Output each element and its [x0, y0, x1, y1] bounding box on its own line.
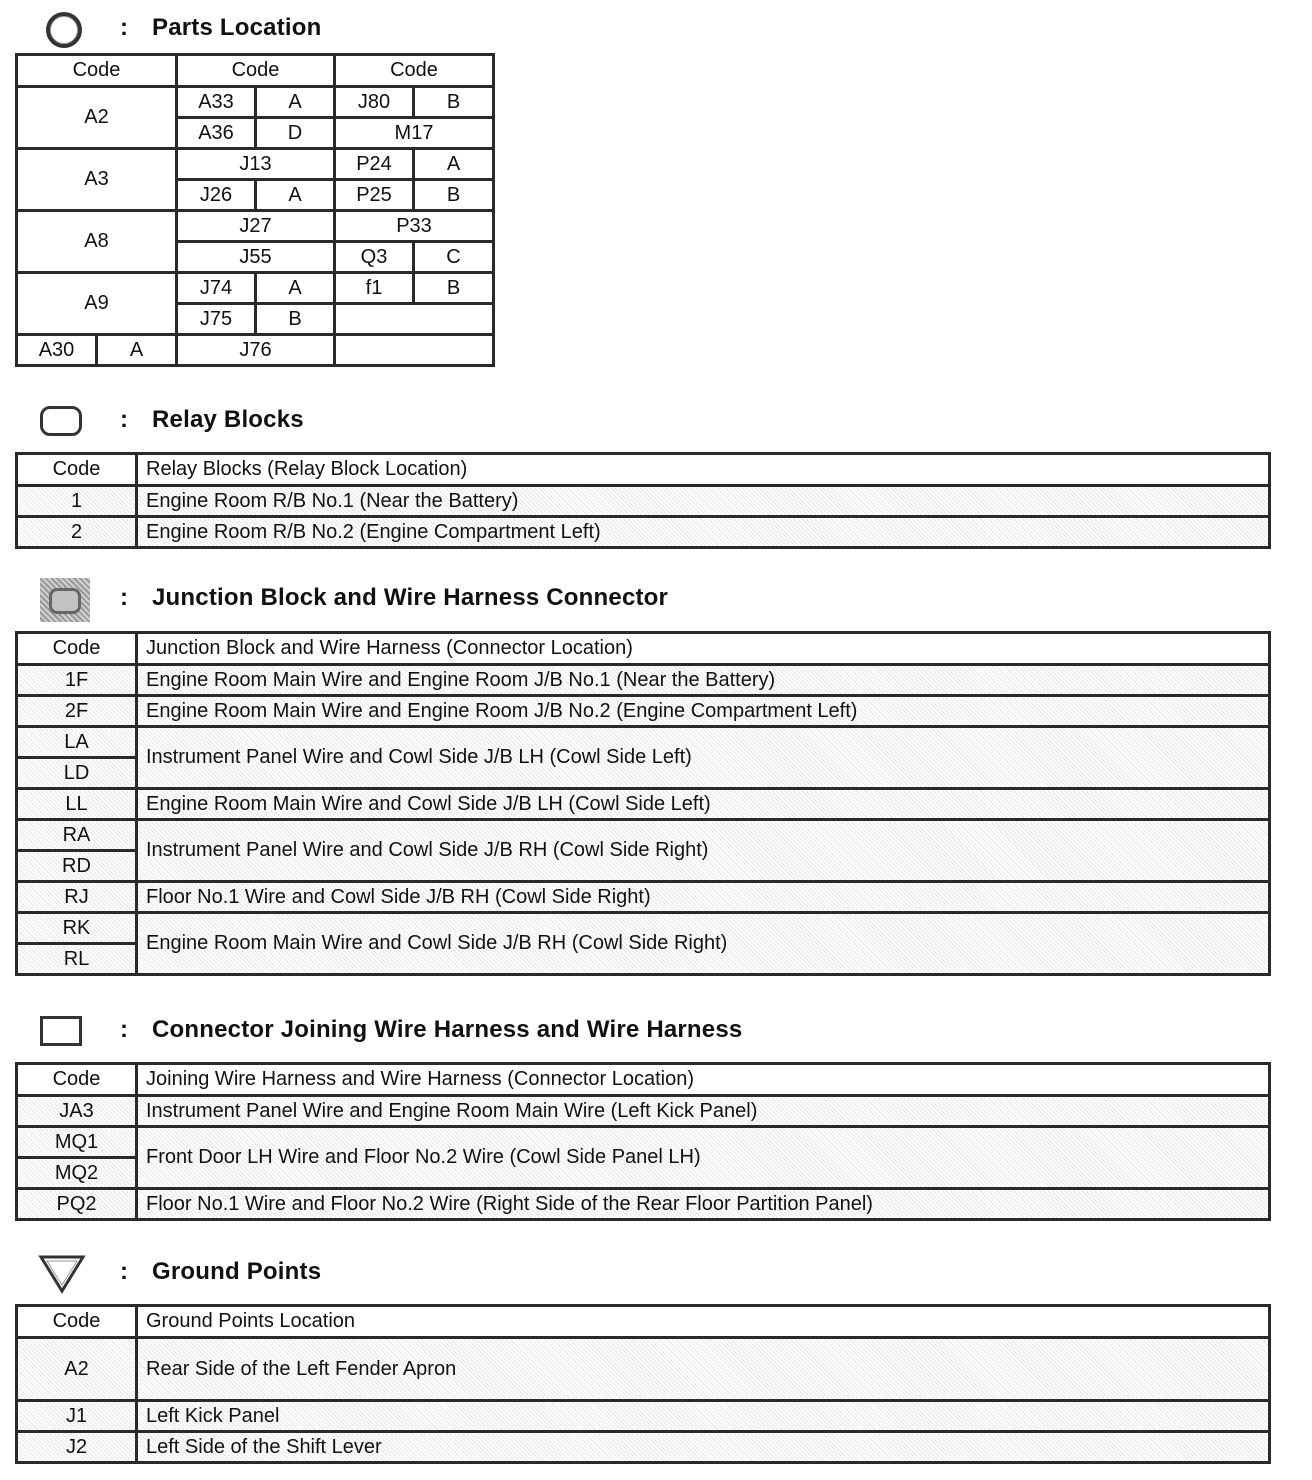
parts-cell: B: [414, 273, 494, 304]
parts-cell-empty: [335, 304, 494, 335]
connector-joining-table: [15, 1062, 1271, 1221]
relay-blocks-heading: [38, 398, 304, 442]
junction-desc: Engine Room Main Wire and Engine Room J/B No.2 (Engine Compartment Left): [137, 696, 1270, 727]
rounded-rect-symbol-icon: [38, 400, 86, 440]
parts-cell: M17: [335, 118, 494, 149]
ground-desc: Rear Side of the Left Fender Apron: [137, 1338, 1270, 1401]
heading-colon: :: [120, 1016, 128, 1043]
junction-code: LA: [17, 727, 137, 758]
junction-block-table: [15, 631, 1271, 976]
ground-code: J2: [17, 1432, 137, 1463]
relay-header-desc: Relay Blocks (Relay Block Location): [137, 454, 1270, 486]
connector-code: PQ2: [17, 1189, 137, 1220]
relay-code: 1: [17, 486, 137, 517]
connector-code: MQ1: [17, 1127, 137, 1158]
heading-colon: :: [120, 14, 128, 41]
square-symbol-icon: [38, 1010, 86, 1050]
parts-cell: J27: [177, 211, 335, 242]
parts-header-code: Code: [335, 55, 494, 87]
parts-cell: J75: [177, 304, 256, 335]
heading-colon: :: [120, 1258, 128, 1285]
parts-cell: A: [256, 180, 335, 211]
parts-cell: A9: [17, 273, 177, 335]
section-title: Connector Joining Wire Harness and Wire Harness: [152, 1016, 743, 1043]
parts-cell: P24: [335, 149, 414, 180]
section-title: Ground Points: [152, 1258, 322, 1285]
junction-desc: Engine Room Main Wire and Engine Room J/B No.1 (Near the Battery): [137, 665, 1270, 696]
junction-desc: Engine Room Main Wire and Cowl Side J/B RH (Cowl Side Right): [137, 913, 1270, 975]
connector-header-desc: Joining Wire Harness and Wire Harness (Connector Location): [137, 1064, 1270, 1096]
relay-blocks-table: [15, 452, 1271, 549]
parts-cell: D: [256, 118, 335, 149]
connector-code: JA3: [17, 1096, 137, 1127]
relay-code: 2: [17, 517, 137, 548]
parts-cell: A8: [17, 211, 177, 273]
parts-location-table: [15, 53, 495, 367]
junction-code: RA: [17, 820, 137, 851]
parts-cell: A33: [177, 87, 256, 118]
junction-header-code: Code: [17, 633, 137, 665]
relay-desc: Engine Room R/B No.1 (Near the Battery): [137, 486, 1270, 517]
parts-cell: A3: [17, 149, 177, 211]
parts-cell: B: [256, 304, 335, 335]
parts-cell-empty: [335, 335, 494, 366]
ground-points-table: [15, 1304, 1271, 1464]
section-title: Relay Blocks: [152, 406, 304, 433]
connector-desc: Instrument Panel Wire and Engine Room Main Wire (Left Kick Panel): [137, 1096, 1270, 1127]
relay-desc: Engine Room R/B No.2 (Engine Compartment Left): [137, 517, 1270, 548]
junction-header-desc: Junction Block and Wire Harness (Connector Location): [137, 633, 1270, 665]
parts-cell: P25: [335, 180, 414, 211]
ground-code: J1: [17, 1401, 137, 1432]
junction-code: 1F: [17, 665, 137, 696]
connector-joining-heading: [38, 1008, 742, 1052]
parts-cell: A36: [177, 118, 256, 149]
parts-cell: A2: [17, 87, 177, 149]
parts-header-code: Code: [17, 55, 177, 87]
ground-desc: Left Side of the Shift Lever: [137, 1432, 1270, 1463]
parts-cell: A: [256, 273, 335, 304]
ground-header-desc: Ground Points Location: [137, 1306, 1270, 1338]
parts-cell: C: [414, 242, 494, 273]
parts-cell: B: [414, 87, 494, 118]
parts-cell: A30: [17, 335, 97, 366]
junction-block-heading: [38, 576, 668, 620]
parts-cell: P33: [335, 211, 494, 242]
junction-code: RD: [17, 851, 137, 882]
junction-code: 2F: [17, 696, 137, 727]
parts-cell: A: [256, 87, 335, 118]
junction-code: RJ: [17, 882, 137, 913]
heading-colon: :: [120, 406, 128, 433]
junction-code: LD: [17, 758, 137, 789]
section-title: Parts Location: [152, 14, 322, 41]
junction-desc: Instrument Panel Wire and Cowl Side J/B RH (Cowl Side Right): [137, 820, 1270, 882]
ground-desc: Left Kick Panel: [137, 1401, 1270, 1432]
triangle-ground-symbol-icon: [38, 1252, 86, 1292]
parts-cell: f1: [335, 273, 414, 304]
parts-cell: J55: [177, 242, 335, 273]
junction-code: RK: [17, 913, 137, 944]
ground-code: A2: [17, 1338, 137, 1401]
connector-desc: Floor No.1 Wire and Floor No.2 Wire (Right Side of the Rear Floor Partition Panel): [137, 1189, 1270, 1220]
junction-desc: Engine Room Main Wire and Cowl Side J/B LH (Cowl Side Left): [137, 789, 1270, 820]
ground-header-code: Code: [17, 1306, 137, 1338]
ground-points-heading: [38, 1250, 321, 1294]
parts-cell: J76: [177, 335, 335, 366]
parts-location-heading: [38, 6, 322, 50]
junction-desc: Instrument Panel Wire and Cowl Side J/B LH (Cowl Side Left): [137, 727, 1270, 789]
junction-code: LL: [17, 789, 137, 820]
parts-cell: A: [414, 149, 494, 180]
relay-header-code: Code: [17, 454, 137, 486]
connector-header-code: Code: [17, 1064, 137, 1096]
hatched-junction-symbol-icon: [38, 578, 86, 618]
parts-header-code: Code: [177, 55, 335, 87]
connector-desc: Front Door LH Wire and Floor No.2 Wire (Cowl Side Panel LH): [137, 1127, 1270, 1189]
parts-cell: J13: [177, 149, 335, 180]
circle-symbol-icon: [38, 8, 86, 48]
parts-cell: Q3: [335, 242, 414, 273]
section-title: Junction Block and Wire Harness Connector: [152, 584, 669, 611]
heading-colon: :: [120, 584, 128, 611]
junction-desc: Floor No.1 Wire and Cowl Side J/B RH (Cowl Side Right): [137, 882, 1270, 913]
parts-cell: J26: [177, 180, 256, 211]
junction-code: RL: [17, 944, 137, 975]
parts-cell: J74: [177, 273, 256, 304]
connector-code: MQ2: [17, 1158, 137, 1189]
parts-cell: J80: [335, 87, 414, 118]
parts-cell: B: [414, 180, 494, 211]
parts-cell: A: [97, 335, 177, 366]
